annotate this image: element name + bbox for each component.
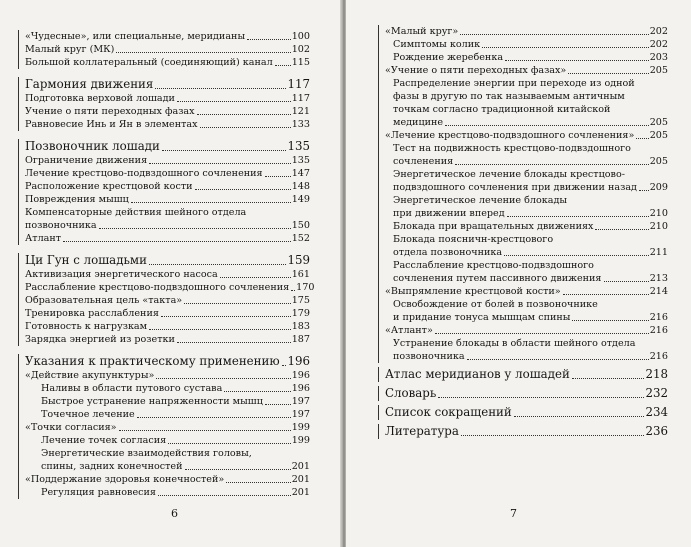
toc-entry-title: «Учение о пяти переходных фазах» [385,65,567,76]
toc-page-number: 213 [649,273,668,284]
dot-leader [185,469,291,470]
toc-page-number: 152 [291,233,310,244]
toc-entry[interactable] [385,194,668,207]
toc-page-number: 161 [291,269,310,280]
toc-entry-title: Подготовка верховой лошади [25,93,175,104]
dot-leader [514,416,645,417]
toc-entry-title: «Точки согласия» [25,422,117,433]
toc-page-number: 232 [645,386,668,400]
toc-entry[interactable] [385,259,668,272]
toc-entry-title: спины, задних конечностей [41,461,183,472]
page-number-left: 6 [171,507,178,520]
toc-page-number: 117 [287,77,310,91]
toc-entry[interactable] [385,64,668,77]
toc-section [378,424,668,439]
toc-entry-title: «Поддержание здоровья конечностей» [25,474,225,485]
toc-page-number: 216 [649,312,668,323]
toc-entry-title: Регуляция равновесия [41,487,156,498]
toc-page-number: 214 [649,286,668,297]
toc-entry[interactable] [25,206,310,219]
toc-entry[interactable] [25,193,310,206]
toc-entry-title: Симптомы колик [393,39,481,50]
toc-page-number: 236 [645,424,668,438]
toc-entry-title: «Лечение крестцово-подвздошного сочленения» [385,130,635,141]
toc-chapter[interactable] [25,77,310,92]
toc-entry[interactable] [385,181,668,194]
toc-entry-title: Малый круг (МК) [25,44,115,55]
toc-entry-title: «Атлант» [385,325,433,336]
toc-entry[interactable] [385,103,668,116]
toc-entry[interactable] [25,294,310,307]
toc-page-number: 202 [649,39,668,50]
toc-entry[interactable] [385,337,668,350]
toc-entry[interactable] [25,447,310,460]
toc-page-number: 205 [649,130,668,141]
toc-entry[interactable] [25,167,310,180]
toc-page-number: 183 [291,321,310,332]
toc-page-number: 205 [649,156,668,167]
toc-page-number: 121 [291,106,310,117]
toc-section [18,77,310,131]
dot-leader [482,47,649,48]
toc-page-number: 135 [287,139,310,153]
toc-section [378,25,668,363]
toc-page-number: 199 [291,422,310,433]
toc-entry[interactable] [25,333,310,346]
toc-entry[interactable] [25,382,310,395]
toc-entry[interactable] [385,324,668,337]
dot-leader [119,430,291,431]
toc-page-number: 216 [649,325,668,336]
toc-entry-title: «Выпрямление крестцовой кости» [385,286,561,297]
toc-page-number: 150 [291,220,310,231]
toc-entry-title: Позвоночник лошади [25,139,160,153]
dot-leader [131,202,291,203]
dot-leader [460,34,648,35]
toc-entry-title: сочленения путем пассивного движения [393,273,602,284]
toc-entry[interactable] [385,285,668,298]
dot-leader [265,404,291,405]
toc-entry-title: Энергетическое лечение блокады крестцово- [393,169,625,180]
toc-entry-title: Лечение точек согласия [41,435,167,446]
toc-page-number: 210 [649,221,668,232]
toc-entry[interactable] [385,129,668,142]
toc-entry-title: позвоночника [393,351,465,362]
toc-entry-title: Распределение энергии при переходе из одной [393,78,635,89]
toc-entry[interactable] [385,220,668,233]
toc-entry-title: Учение о пяти переходных фазах [25,106,195,117]
toc-entry[interactable] [25,219,310,232]
toc-entry-title: Атлант [25,233,62,244]
dot-leader [636,138,648,139]
toc-entry-title: Блокада поясничн-крестцового [393,234,554,245]
toc-section [378,367,668,382]
toc-chapter[interactable] [25,354,310,369]
toc-entry-title: Готовность к нагрузкам [25,321,148,332]
toc-entry[interactable] [25,180,310,193]
dot-leader [639,190,649,191]
toc-entry[interactable] [25,408,310,421]
toc-entry-title: Образовательная цель «такта» [25,295,183,306]
dot-leader [195,189,291,190]
toc-entry[interactable] [25,369,310,382]
toc-entry[interactable] [385,142,668,155]
toc-chapter[interactable] [385,405,668,420]
toc-entry-title: отдела позвоночника [393,247,503,258]
dot-leader [149,329,291,330]
dot-leader [461,435,645,436]
toc-entry[interactable] [385,311,668,324]
dot-leader [435,333,649,334]
toc-entry-title: Устранение блокады в области шейного отдела [393,338,636,349]
dot-leader [467,359,649,360]
toc-entry[interactable] [25,320,310,333]
toc-entry[interactable] [25,105,310,118]
toc-entry-title: Литература [385,424,459,438]
dot-leader [563,294,649,295]
toc-page-number: 205 [649,65,668,76]
toc-chapter[interactable] [385,424,668,439]
dot-leader [275,65,291,66]
toc-page-number: 115 [291,57,310,68]
toc-chapter[interactable] [25,253,310,268]
dot-leader [156,378,290,379]
toc-entry-title: Гармония движения [25,77,154,91]
toc-entry[interactable] [385,298,668,311]
toc-entry-title: позвоночника [25,220,97,231]
toc-entry-title: и придание тонуса мышцам спины [393,312,571,323]
dot-leader [595,229,648,230]
toc-entry-title: «Действие акупунктуры» [25,370,155,381]
toc-entry-title: Рождение жеребенка [393,52,504,63]
dot-leader [137,417,291,418]
toc-entry-title: Ци Гун с лошадьми [25,253,147,267]
toc-entry-title: Компенсаторные действия шейного отдела [25,207,247,218]
dot-leader [184,303,291,304]
dot-leader [568,73,648,74]
dot-leader [63,241,291,242]
toc-page-number: 218 [645,367,668,381]
toc-entry-title: подвздошного сочленения при движении назад [393,182,637,193]
toc-page-number: 133 [291,119,310,130]
toc-page-number: 234 [645,405,668,419]
toc-entry-title: Повреждения мышц [25,194,129,205]
dot-leader [507,216,649,217]
dot-leader [149,264,287,265]
left-toc [18,30,315,499]
toc-entry-title: Наливы в области путового сустава [41,383,223,394]
toc-page-number: 159 [287,253,310,267]
toc-entry-title: медицине [393,117,444,128]
toc-page-number: 100 [291,31,310,42]
toc-entry[interactable] [385,155,668,168]
toc-entry-title: «Чудесные», или специальные, меридианы [25,31,246,42]
dot-leader [158,495,291,496]
toc-entry[interactable] [385,233,668,246]
dot-leader [504,255,649,256]
toc-page-number: 148 [291,181,310,192]
toc-section [378,386,668,401]
toc-entry-title: Указания к практическому применению [25,354,280,368]
dot-leader [572,320,648,321]
toc-entry[interactable] [25,118,310,131]
toc-page-number: 135 [291,155,310,166]
toc-entry-title: Освобождение от болей в позвоночнике [393,299,598,310]
toc-page-number: 199 [291,435,310,446]
dot-leader [220,277,291,278]
toc-page-number: 201 [291,474,310,485]
toc-entry-title: Лечение крестцово-подвздошного сочленения [25,168,263,179]
dot-leader [572,378,645,379]
toc-page-number: 205 [649,117,668,128]
toc-entry[interactable] [25,473,310,486]
toc-entry-title: Расслабление крестцово-подвздошного [393,260,594,271]
toc-page-number: 196 [287,354,310,368]
dot-leader [177,101,291,102]
dot-leader [200,127,291,128]
toc-entry[interactable] [385,25,668,38]
toc-entry-title: при движении вперед [393,208,505,219]
toc-entry-title: Быстрое устранение напряженности мышц [41,396,263,407]
toc-entry[interactable] [25,281,315,294]
toc-page-number: 216 [649,351,668,362]
toc-entry[interactable] [25,43,310,56]
toc-page-number: 196 [291,383,310,394]
toc-section [18,139,310,245]
dot-leader [455,164,649,165]
toc-entry-title: сочленения [393,156,454,167]
dot-leader [224,391,290,392]
dot-leader [99,228,291,229]
toc-entry[interactable] [385,90,668,103]
toc-page-number: 117 [291,93,310,104]
dot-leader [247,39,291,40]
toc-entry[interactable] [385,51,668,64]
dot-leader [197,114,291,115]
toc-entry-title: Блокада при вращательных движениях [393,221,594,232]
toc-entry[interactable] [25,92,310,105]
toc-entry-title: Список сокращений [385,405,512,419]
toc-entry-title: Зарядка энергией из розетки [25,334,175,345]
toc-page-number: 203 [649,52,668,63]
dot-leader [604,281,649,282]
toc-entry-title: Ограничение движения [25,155,148,166]
toc-section [18,253,315,346]
toc-page-number: 201 [291,461,310,472]
toc-entry[interactable] [25,434,310,447]
toc-page-number: 149 [291,194,310,205]
toc-entry[interactable] [25,56,310,69]
toc-entry[interactable] [25,268,310,281]
toc-entry[interactable] [25,307,310,320]
dot-leader [226,482,290,483]
toc-page-number: 197 [291,396,310,407]
dot-leader [116,52,290,53]
toc-entry-title: «Малый круг» [385,26,459,37]
toc-entry[interactable] [385,272,668,285]
left-page [0,0,344,547]
toc-page-number: 197 [291,409,310,420]
toc-page-number: 210 [649,208,668,219]
toc-entry[interactable] [385,116,668,129]
toc-entry[interactable] [385,207,668,220]
toc-entry[interactable] [25,154,310,167]
dot-leader [438,397,644,398]
toc-entry[interactable] [25,460,310,473]
dot-leader [161,316,291,317]
dot-leader [265,176,291,177]
dot-leader [177,342,291,343]
toc-section [18,354,310,499]
page-number-right: 7 [510,507,517,520]
toc-entry-title: Тест на подвижность крестцово-подвздошного [393,143,631,154]
toc-entry[interactable] [25,232,310,245]
toc-entry-title: Расслабление крестцово-подвздошного сочленения [25,282,290,293]
toc-chapter[interactable] [25,139,310,154]
toc-page-number: 202 [649,26,668,37]
dot-leader [162,150,287,151]
toc-page-number: 102 [291,44,310,55]
toc-chapter[interactable] [385,367,668,382]
dot-leader [291,290,295,291]
toc-entry[interactable] [25,30,310,43]
toc-page-number: 209 [649,182,668,193]
toc-page-number: 196 [291,370,310,381]
right-toc [378,25,668,439]
toc-page-number: 147 [291,168,310,179]
toc-entry[interactable] [385,168,668,181]
toc-entry-title: Энергетические взаимодействия головы, [41,448,252,459]
toc-entry-title: точкам согласно традиционной китайской [393,104,611,115]
toc-entry[interactable] [385,350,668,363]
dot-leader [445,125,649,126]
right-page [346,0,691,547]
toc-entry[interactable] [385,38,668,51]
toc-entry-title: фазы в другую по так называемым античным [393,91,625,102]
toc-section [378,405,668,420]
toc-entry[interactable] [385,246,668,259]
toc-entry-title: Расположение крестцовой кости [25,181,193,192]
toc-entry-title: Тренировка расслабления [25,308,159,319]
toc-entry-title: Точечное лечение [41,409,135,420]
dot-leader [282,365,287,366]
toc-page-number: 201 [291,487,310,498]
dot-leader [155,88,286,89]
toc-section [18,30,310,69]
toc-entry-title: Атлас меридианов у лошадей [385,367,570,381]
toc-entry[interactable] [385,77,668,90]
toc-page-number: 179 [291,308,310,319]
toc-entry[interactable] [25,395,310,408]
toc-entry-title: Активизация энергетического насоса [25,269,218,280]
toc-entry-title: Энергетическое лечение блокады [393,195,568,206]
toc-entry[interactable] [25,421,310,434]
toc-page-number: 170 [296,282,315,293]
dot-leader [168,443,291,444]
toc-page-number: 187 [291,334,310,345]
toc-entry-title: Равновесие Инь и Ян в элементах [25,119,198,130]
toc-page-number: 175 [291,295,310,306]
dot-leader [149,163,291,164]
toc-chapter[interactable] [385,386,668,401]
toc-entry[interactable] [25,486,310,499]
dot-leader [505,60,649,61]
toc-entry-title: Словарь [385,386,437,400]
toc-entry-title: Большой коллатеральный (соединяющий) канал [25,57,273,68]
toc-page-number: 211 [649,247,668,258]
